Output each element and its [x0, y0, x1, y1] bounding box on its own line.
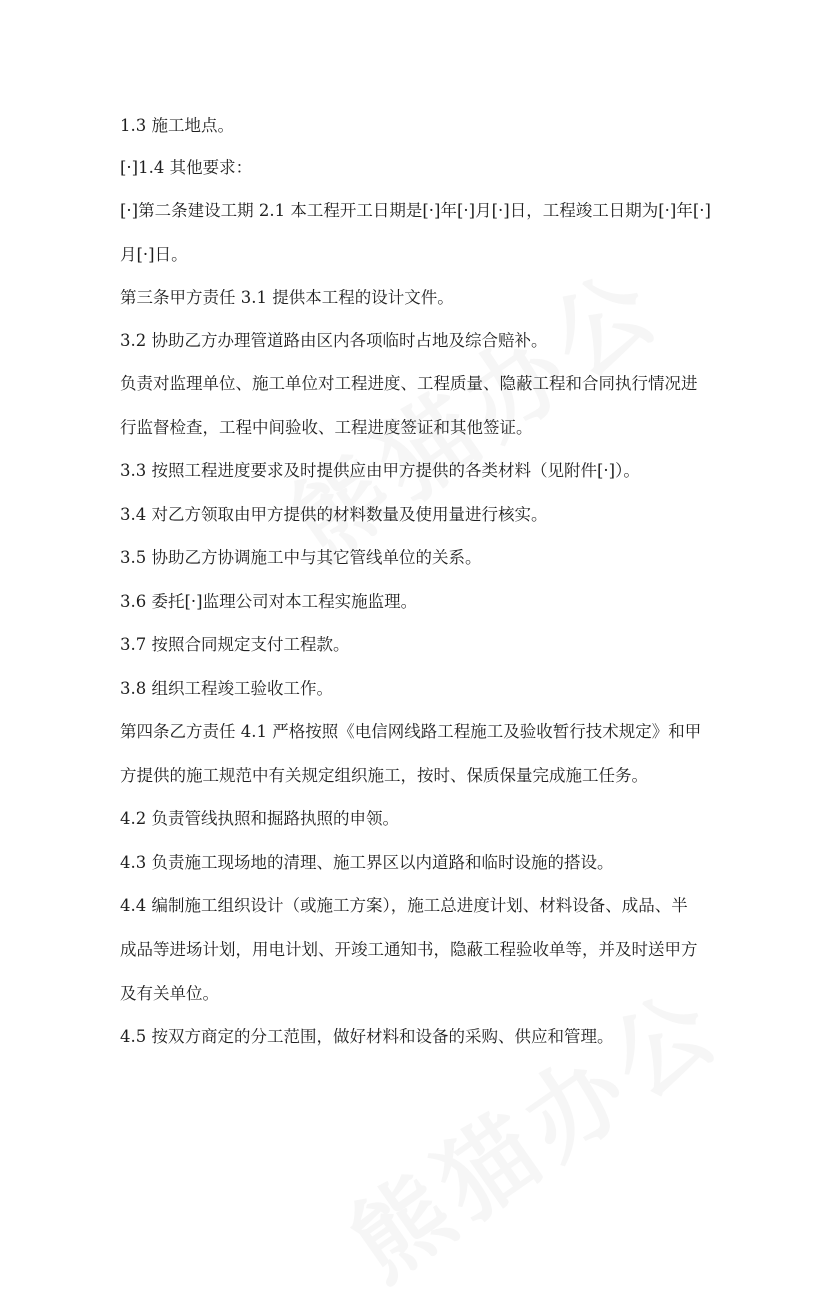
text-line: [·]1.4 其他要求： — [120, 158, 253, 177]
text-line: 3.3 按照工程进度要求及时提供应由甲方提供的各类材料（见附件[·]）。 — [120, 461, 640, 480]
text-line: 4.5 按双方商定的分工范围，做好材料和设备的采购、供应和管理。 — [120, 1027, 614, 1046]
text-line: 负责对监理单位、施工单位对工程进度、工程质量、隐蔽工程和合同执行情况进 — [120, 374, 698, 393]
text-line: 4.2 负责管线执照和掘路执照的申领。 — [120, 809, 399, 828]
text-line: 3.8 组织工程竣工验收工作。 — [120, 679, 333, 698]
watermark — [319, 951, 745, 1306]
text-line: 4.4 编制施工组织设计（或施工方案），施工总进度计划、材料设备、成品、半 — [120, 896, 688, 915]
text-line: 第三条甲方责任 3.1 提供本工程的设计文件。 — [120, 288, 454, 307]
text-line: [·]第二条建设工期 2.1 本工程开工日期是[·]年[·]月[·]日，工程竣工日期为[·]年[·] — [120, 201, 711, 220]
text-line: 第四条乙方责任 4.1 严格按照《电信网线路工程施工及验收暂行技术规定》和甲 — [120, 722, 702, 741]
watermark — [259, 231, 685, 586]
text-line: 成品等进场计划，用电计划、开竣工通知书，隐蔽工程验收单等，并及时送甲方 — [120, 940, 698, 959]
text-line: 行监督检查，工程中间验收、工程进度签证和其他签证。 — [120, 418, 533, 437]
text-line: 4.3 负责施工现场地的清理、施工界区以内道路和临时设施的搭设。 — [120, 853, 614, 872]
text-line: 3.5 协助乙方协调施工中与其它管线单位的关系。 — [120, 548, 482, 567]
text-line: 3.4 对乙方领取由甲方提供的材料数量及使用量进行核实。 — [120, 505, 548, 524]
text-line: 3.6 委托[·]监理公司对本工程实施监理。 — [120, 592, 418, 611]
text-line: 及有关单位。 — [120, 984, 219, 1003]
text-line: 方提供的施工规范中有关规定组织施工，按时、保质保量完成施工任务。 — [120, 766, 648, 785]
text-line: 3.2 协助乙方办理管道路由区内各项临时占地及综合赔补。 — [120, 331, 548, 350]
text-line: 月[·]日。 — [120, 245, 188, 264]
text-line: 3.7 按照合同规定支付工程款。 — [120, 635, 350, 654]
text-line: 1.3 施工地点。 — [120, 116, 234, 135]
